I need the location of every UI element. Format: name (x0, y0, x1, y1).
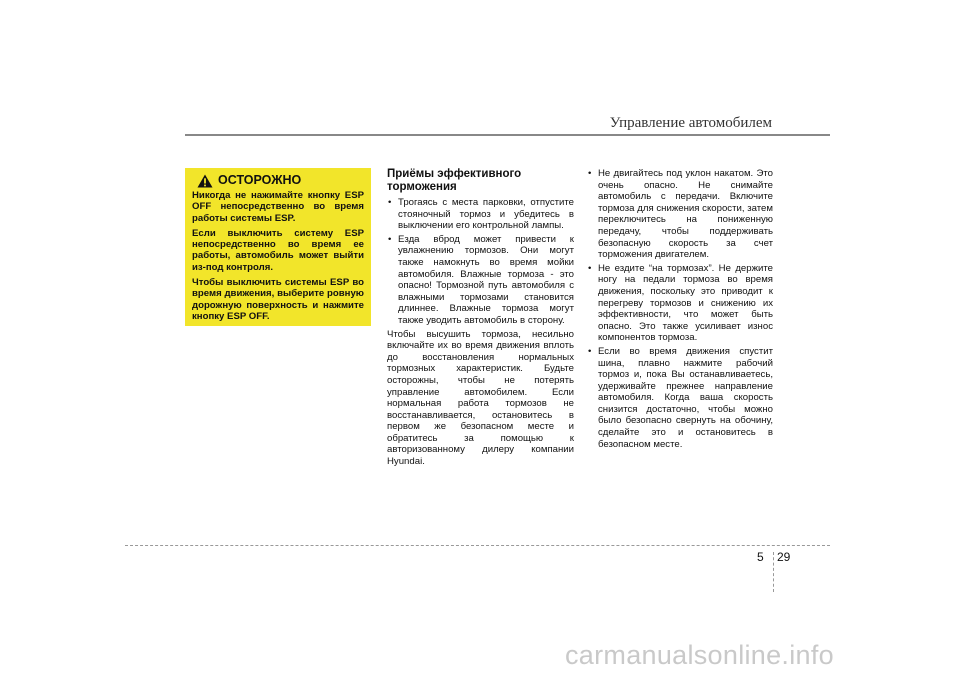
watermark: carmanualsonline.info (565, 640, 834, 670)
list-item-text: Не двигайтесь под уклон накатом. Это очень опасно. Не снимайте автомобиль с передачи. Включите тормоза для снижения скорости, затем переключитесь на пониженную передачу, чтобы поддерживать безопасную скорость за счет торможения двигателем. (598, 168, 773, 261)
right-column (587, 168, 773, 452)
warning-triangle-icon (197, 174, 213, 188)
list-item-text: Трогаясь с места парковки, отпустите стояночный тормоз и убедитесь в выключении его контрольной лампы. (398, 197, 574, 232)
middle-column (387, 168, 574, 468)
bullet-list (587, 168, 773, 450)
header-divider (185, 134, 830, 136)
page-number: 29 (777, 550, 791, 564)
warning-paragraph: Если выключить систему ESP непосредственно во время ее работы, автомобиль может выйти из-под контроля. (192, 227, 364, 273)
list-item (587, 168, 773, 261)
bullet-symbol: • (388, 233, 392, 245)
list-item (387, 197, 574, 232)
list-item-text: Не ездите “на тормозах”. Не держите ногу на педали тормоза во время движения, поскольку это приводит к перегреву тормозов и снижению их эффективности, что может быть опасно. Это также усиливает износ компонентов тормоза. (598, 262, 773, 344)
warning-paragraph: Чтобы выключить системы ESP во время движения, выберите ровную дорожную поверхность и нажмите кнопку ESP OFF. (192, 277, 364, 322)
section-title: Приёмы эффективного торможения (387, 168, 522, 193)
bullet-symbol: • (588, 345, 592, 357)
page-number-separator (773, 552, 774, 592)
footer-divider (125, 545, 830, 546)
bullet-symbol: • (588, 168, 592, 179)
page-header-title: Управление автомобилем (609, 115, 772, 131)
bullet-list (387, 197, 574, 327)
bullet-symbol: • (588, 262, 592, 274)
warning-paragraph: Никогда не нажимайте кнопку ESP OFF непосредственно во время работы системы ESP. (192, 190, 364, 224)
warning-header (197, 174, 364, 188)
list-item-text: Если во время движения спустит шина, плавно нажмите рабочий тормоз и, пока Вы останавливаетесь, удерживайте прежнее направление автомобиля. Когда ваша скорость снизится достаточно, чтобы можно было безопасно свернуть на обочину, сделайте это и остановитесь в безопасном месте. (598, 345, 773, 450)
warning-box (185, 168, 371, 326)
list-item (587, 346, 773, 450)
list-item-text: Езда вброд может привести к увлажнению тормозов. Они могут также намокнуть во время мойки автомобиля. Влажные тормоза - это опасно! Тормозной путь автомобиля с влажными тормозами становится длиннее. Влажные тормоза могут также уводить автомобиль в сторону. (398, 233, 574, 326)
bullet-symbol: • (388, 197, 392, 208)
chapter-number: 5 (757, 550, 764, 564)
warning-title: ОСТОРОЖНО (218, 173, 302, 188)
list-item (387, 234, 574, 327)
list-item (587, 263, 773, 344)
body-paragraph: Чтобы высушить тормоза, несильно включайте их во время движения вплоть до восстановления нормальных тормозных характеристик. Будьте осторожны, чтобы не потерять управление автомобилем. Если нормальная работа тормозов не восстанавливается, остановитесь в первом же безопасном месте и обратитесь за помощью к авторизованному дилеру компании Hyundai. (387, 328, 574, 468)
